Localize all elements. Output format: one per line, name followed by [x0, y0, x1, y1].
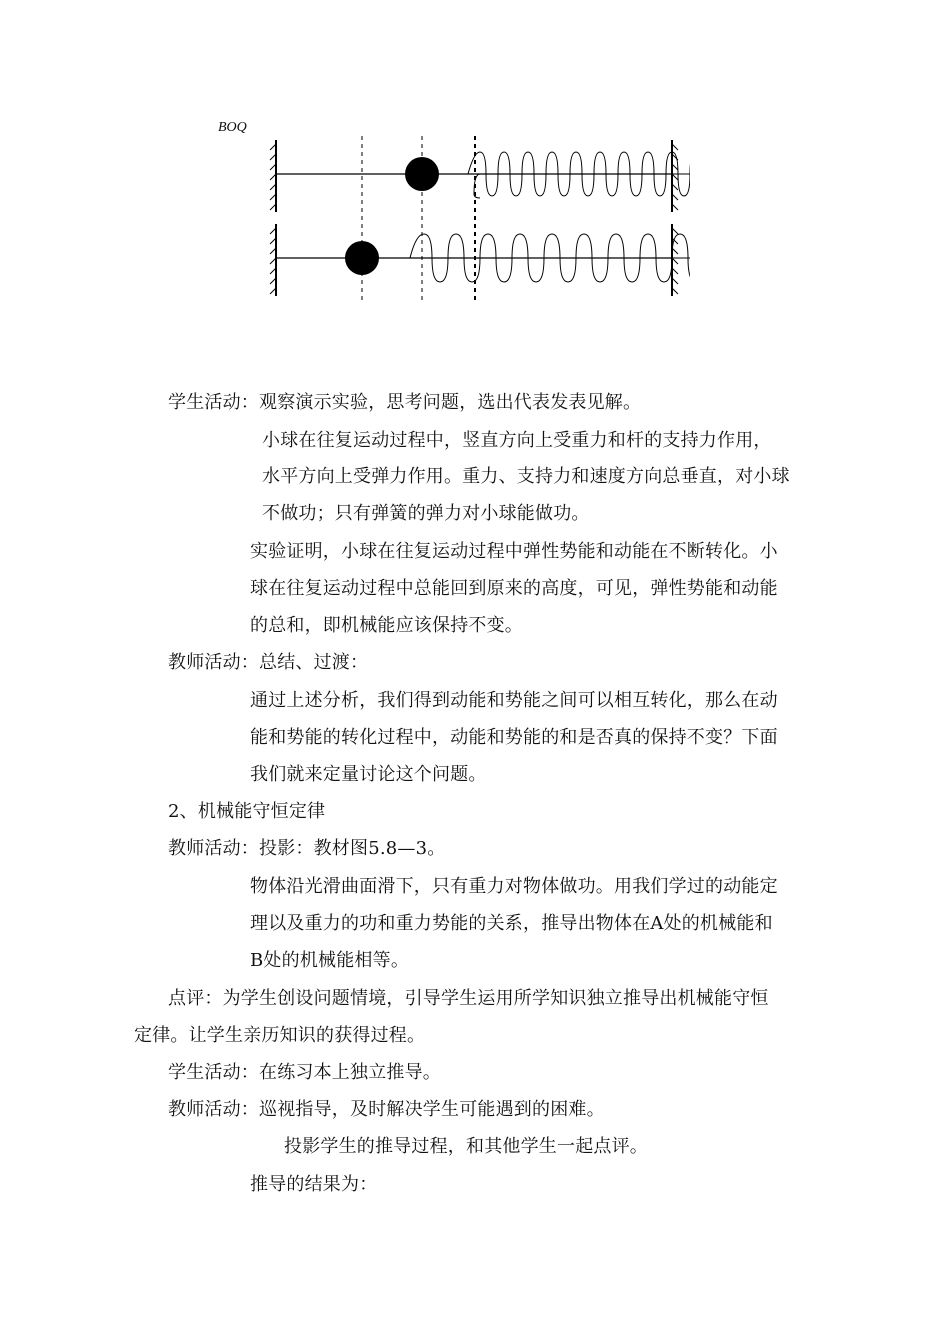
- figure-label: BOQ: [218, 120, 247, 135]
- text-line: 推导的结果为：: [250, 1174, 378, 1195]
- text-line: 教师活动：总结、过渡：: [168, 652, 369, 673]
- text-line: 定律。让学生亲历知识的获得过程。: [134, 1025, 426, 1046]
- text-line: 能和势能的转化过程中，动能和势能的和是否真的保持不变？下面: [250, 727, 778, 748]
- spring-ball-figure: [210, 110, 690, 310]
- top-row: [270, 140, 690, 212]
- text-line: 我们就来定量讨论这个问题。: [250, 764, 487, 785]
- text-line: 教师活动：巡视指导，及时解决学生可能遇到的困难。: [168, 1099, 605, 1120]
- text-line: 的总和，即机械能应该保持不变。: [250, 615, 523, 636]
- text-line: 通过上述分析，我们得到动能和势能之间可以相互转化，那么在动: [250, 690, 778, 711]
- text-line: 学生活动：观察演示实验，思考问题，选出代表发表见解。: [168, 392, 642, 413]
- text-line: 实验证明，小球在往复运动过程中弹性势能和动能在不断转化。小: [250, 541, 778, 562]
- text-line: 小球在往复运动过程中，竖直方向上受重力和杆的支持力作用，: [262, 430, 772, 451]
- text-line: 球在往复运动过程中总能回到原来的高度，可见，弹性势能和动能: [250, 578, 778, 599]
- text-line: 不做功；只有弹簧的弹力对小球能做功。: [262, 503, 590, 524]
- text-line: 投影学生的推导过程，和其他学生一起点评。: [284, 1136, 648, 1157]
- text-line: 教师活动：投影：教材图5.8—3。: [168, 838, 446, 859]
- section-heading: 2、机械能守恒定律: [168, 801, 326, 822]
- bottom-row: [270, 224, 690, 296]
- text-line: 水平方向上受弹力作用。重力、支持力和速度方向总垂直，对小球: [262, 466, 790, 487]
- text-line: B处的机械能相等。: [250, 950, 410, 971]
- text-line: 学生活动：在练习本上独立推导。: [168, 1062, 441, 1083]
- text-line: 物体沿光滑曲面滑下，只有重力对物体做功。用我们学过的动能定: [250, 876, 778, 897]
- text-line: 理以及重力的功和重力势能的关系，推导出物体在A处的机械能和: [250, 913, 773, 934]
- text-line: 点评：为学生创设问题情境，引导学生运用所学知识独立推导出机械能守恒: [168, 988, 769, 1009]
